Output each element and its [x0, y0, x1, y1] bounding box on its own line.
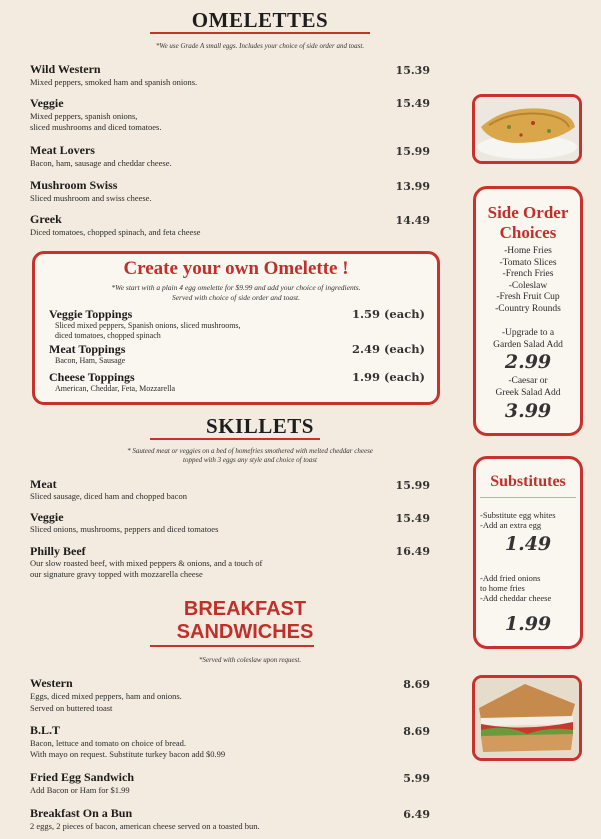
substitutes-title: Substitutes [490, 473, 566, 490]
substitutes-price2: 1.99 [504, 613, 552, 635]
sandwiches-note: *Served with coleslaw upon request. [198, 656, 302, 664]
substitutes-text2: -Add fried onions to home fries -Add cheddar cheese [480, 573, 552, 603]
menu-item-price: 14.49 [395, 214, 430, 227]
menu-item-price: 8.69 [403, 678, 430, 691]
menu-item-name: Meat [30, 477, 57, 491]
menu-item-desc: Add Bacon or Ham for $1.99 [30, 785, 130, 795]
menu-item-price: 5.99 [403, 772, 430, 785]
menu-item-name: B.L.T [30, 723, 61, 737]
side-order-box [473, 186, 583, 436]
sandwiches-title-line1: BREAKFAST [183, 598, 307, 620]
menu-item-desc: Bacon, lettuce and tomato on choice of bread. With mayo on request. Substitute turkey bacon add $0.99 [30, 738, 226, 759]
menu-item-name: Fried Egg Sandwich [30, 770, 135, 784]
topping-price: 1.99 (each) [351, 370, 425, 384]
substitutes-rule [480, 497, 576, 498]
skillets-note: * Sauteed meat or veggies on a bed of homefries smothered with melted cheddar cheese topped with 3 eggs any style and choice of toast [127, 447, 373, 464]
menu-item-desc: Bacon, ham, sausage and cheddar cheese. [30, 158, 172, 168]
menu-item-desc: Eggs, diced mixed peppers, ham and onions. Served on buttered toast [30, 691, 182, 713]
substitutes-text1: -Substitute egg whites -Add an extra egg [480, 510, 556, 530]
menu-item-price: 15.99 [395, 145, 430, 158]
omelettes-rule [150, 32, 370, 34]
sandwich-photo [472, 675, 582, 761]
side-order-title-line2: Choices [499, 223, 557, 242]
side-order-title-line1: Side Order [487, 203, 569, 222]
topping-desc: American, Cheddar, Feta, Mozzarella [55, 384, 176, 393]
menu-item-price: 15.49 [395, 512, 430, 525]
side-upgrade-price: 2.99 [504, 351, 552, 373]
menu-item-price: 15.39 [395, 64, 430, 77]
menu-item-name: Philly Beef [30, 544, 86, 558]
menu-item-price: 15.49 [395, 97, 430, 110]
side-upgrade2-text: -Caesar or Greek Salad Add [495, 376, 561, 398]
menu-item-price: 16.49 [395, 545, 430, 558]
topping-desc: Sliced mixed peppers, Spanish onions, sliced mushrooms, diced tomatoes, chopped spinach [55, 321, 241, 340]
menu-item-desc: Sliced mushroom and swiss cheese. [30, 193, 152, 203]
side-upgrade-text: -Upgrade to a Garden Salad Add [493, 328, 563, 350]
substitutes-box [473, 456, 583, 649]
side-order-list: -Home Fries -Tomato Slices -French Fries -Coleslaw -Fresh Fruit Cup -Country Rounds [495, 246, 561, 314]
topping-desc: Bacon, Ham, Sausage [55, 356, 126, 365]
menu-item-price: 15.99 [395, 479, 430, 492]
topping-name: Veggie Toppings [49, 307, 133, 321]
omelettes-note: *We use Grade A small eggs. Includes your choice of side order and toast. [155, 42, 365, 50]
skillets-rule [150, 438, 320, 440]
menu-item-name: Greek [30, 212, 62, 226]
sandwiches-rule [150, 645, 314, 647]
menu-item-price: 8.69 [403, 725, 430, 738]
menu-item-name: Meat Lovers [30, 143, 95, 157]
substitutes-price1: 1.49 [504, 533, 552, 555]
menu-item-desc: Our slow roasted beef, with mixed peppers & onions, and a touch of our signature gravy topped with mozzarella cheese [30, 558, 263, 579]
menu-item-desc: Mixed peppers, smoked ham and spanish onions. [30, 77, 198, 87]
topping-name: Cheese Toppings [49, 370, 135, 384]
menu-item-desc: Diced tomatoes, chopped spinach, and feta cheese [30, 227, 201, 237]
menu-item-price: 13.99 [395, 180, 430, 193]
menu-item-name: Mushroom Swiss [30, 178, 118, 192]
menu-item-name: Western [30, 676, 73, 690]
omelettes-title: OMELETTES [191, 8, 329, 32]
topping-price: 1.59 (each) [351, 307, 425, 321]
side-upgrade2-price: 3.99 [504, 400, 552, 422]
menu-item-name: Wild Western [30, 62, 101, 76]
menu-item-name: Veggie [30, 96, 64, 110]
sandwiches-title-line2: SANDWICHES [176, 621, 314, 643]
omelette-photo [472, 94, 582, 164]
sandwich-illustration [475, 678, 579, 758]
create-omelette-box [32, 251, 440, 405]
menu-item-desc: Sliced onions, mushrooms, peppers and diced tomatoes [30, 524, 219, 534]
menu-item-desc: 2 eggs, 2 pieces of bacon, american cheese served on a toasted bun. [30, 821, 260, 831]
menu-item-price: 6.49 [403, 808, 430, 821]
skillets-title: SKILLETS [206, 414, 314, 438]
menu-item-desc: Mixed peppers, spanish onions, sliced mushrooms and diced tomatoes. [30, 111, 162, 132]
menu-item-name: Veggie [30, 510, 64, 524]
create-omelette-title: Create your own Omelette ! [123, 258, 349, 279]
topping-name: Meat Toppings [49, 342, 126, 356]
menu-item-desc: Sliced sausage, diced ham and chopped bacon [30, 491, 187, 501]
create-omelette-note: *We start with a plain 4 egg omelette for $9.99 and add your choice of ingredients. Served with choice of side order and toast. [111, 283, 361, 302]
omelette-illustration [475, 97, 579, 161]
menu-item-name: Breakfast On a Bun [30, 806, 133, 820]
topping-price: 2.49 (each) [351, 342, 425, 356]
